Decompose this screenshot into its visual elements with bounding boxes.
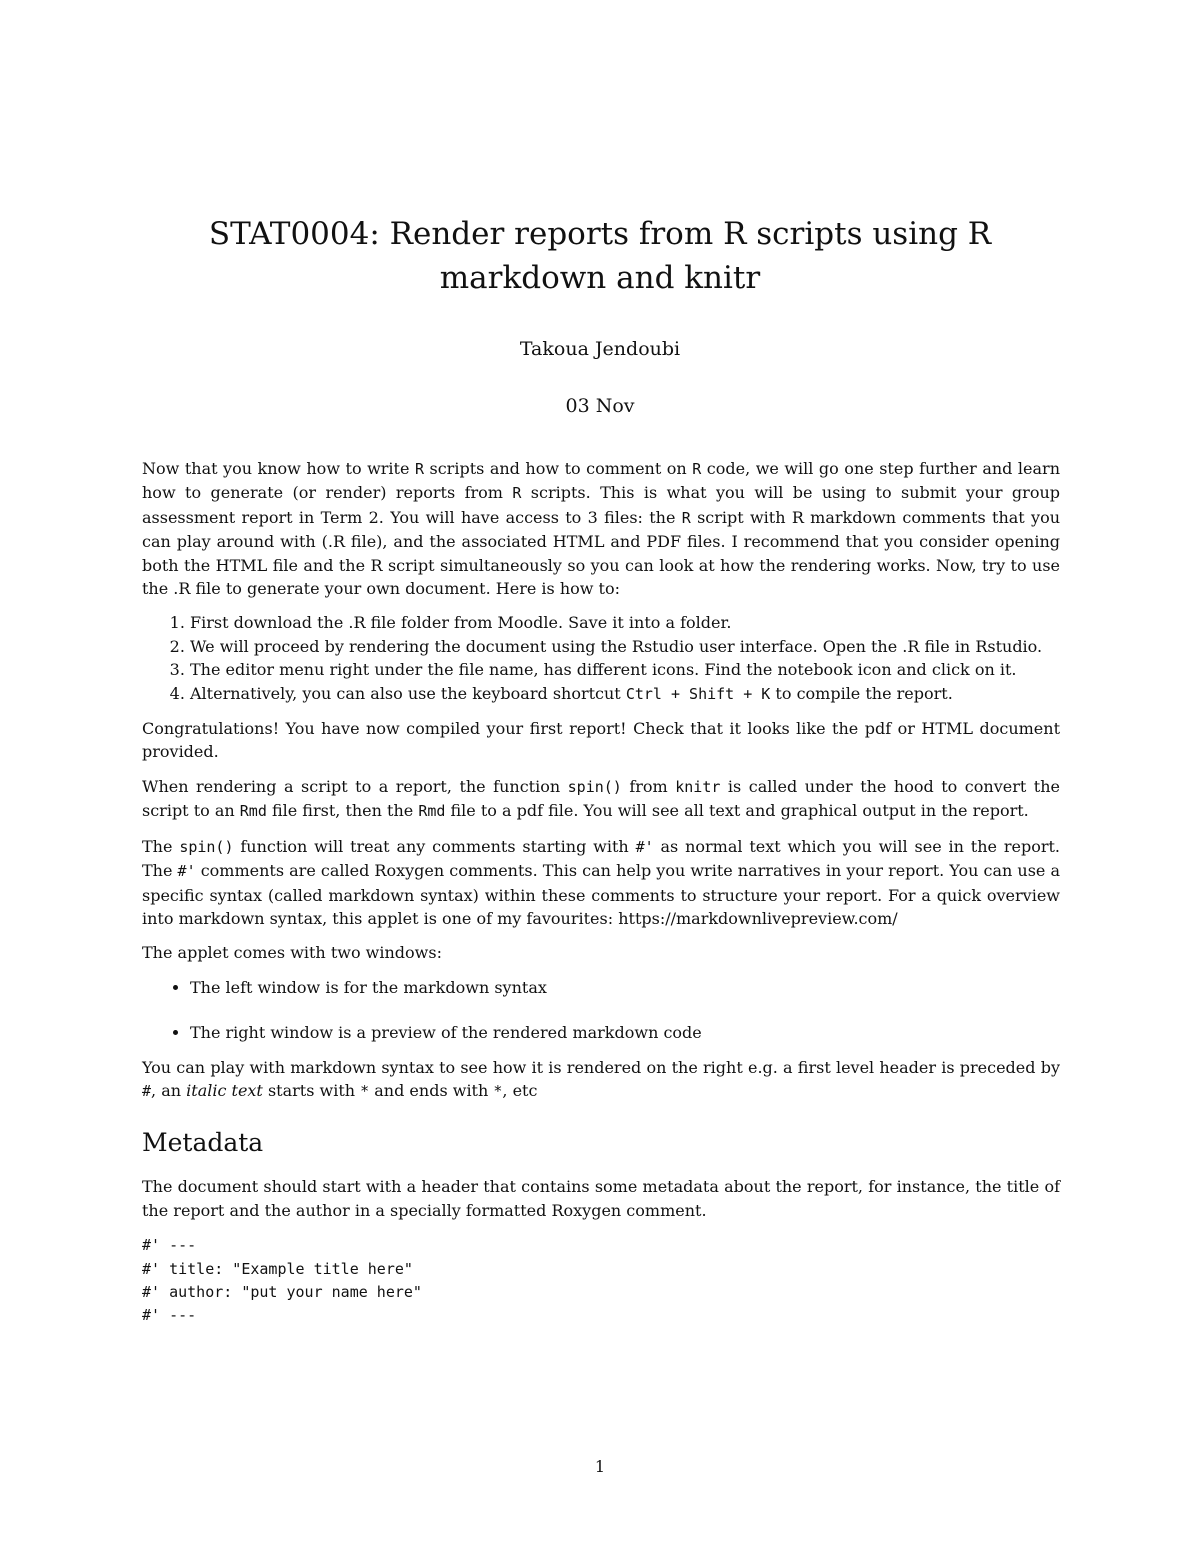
- list-item: 4. Alternatively, you can also use the keyboard shortcut Ctrl + Shift + K to compile the report.: [190, 682, 1060, 706]
- intro-paragraph: Now that you know how to write R scripts and how to comment on R code, we will go one step further and learn how to generate (or render) reports from R scripts. This is what you will be using to submit your group assessment report in Term 2. You will have access to 3 files: the R script with R markdown comments that you can play around with (.R file), and the associated HTML and PDF files. I recommend that you consider opening both the HTML file and the R script simultaneously so you can look at how the rendering works. Now, try to use the .R file to generate your own document. Here is how to:: [142, 459, 1061, 599]
- code-line: #' title: "Example title here": [142, 1259, 413, 1278]
- spin-paragraph: When rendering a script to a report, the function spin() from knitr is called under the hood to convert the script to an Rmd file first, then the Rmd file to a pdf file. You will see all text and graphical output in the report.: [142, 776, 1061, 821]
- list-item: • The right window is a preview of the rendered markdown code: [190, 1021, 1060, 1044]
- metadata-code-block: [142, 1234, 1060, 1328]
- congrats-paragraph: Congratulations! You have now compiled your first report! Check that it looks like the pdf or HTML document provided.: [142, 719, 1060, 762]
- document-body: [142, 457, 1060, 1328]
- list-item: 3. The editor menu right under the file name, has different icons. Find the notebook icon and click on it.: [190, 658, 1060, 681]
- code-line: #' ---: [142, 1236, 197, 1255]
- list-item: 2. We will proceed by rendering the document using the Rstudio user interface. Open the .R file in Rstudio.: [190, 635, 1060, 658]
- code-line: #' ---: [142, 1306, 197, 1325]
- roxygen-paragraph: The spin() function will treat any comments starting with #' as normal text which you will see in the report. The #' comments are called Roxygen comments. This can help you write narratives in your report. You can use a specific syntax (called markdown syntax) within these comments to structure your report. For a quick overview into markdown syntax, this applet is one of my favourites: https://markdownlivepreview.com/: [142, 836, 1061, 928]
- section-heading-metadata: Metadata: [142, 1128, 264, 1158]
- applet-intro: The applet comes with two windows:: [142, 943, 442, 963]
- code-line: #' author: "put your name here": [142, 1282, 422, 1301]
- list-item: 1. First download the .R file folder from Moodle. Save it into a folder.: [190, 611, 1060, 634]
- steps-list: [142, 611, 1060, 706]
- page-number: 1: [594, 1457, 606, 1476]
- metadata-paragraph: The document should start with a header that contains some metadata about the report, for instance, the title of the report and the author in a specially formatted Roxygen comment.: [142, 1177, 1060, 1220]
- document-author: Takoua Jendoubi: [519, 338, 681, 360]
- document-date: 03 Nov: [565, 395, 635, 417]
- markdown-paragraph: You can play with markdown syntax to see how it is rendered on the right e.g. a first level header is preceded by #, an italic text starts with * and ends with *, etc: [142, 1057, 1060, 1100]
- applet-windows-list: [142, 976, 1060, 1045]
- list-item: • The left window is for the markdown syntax: [190, 976, 1060, 999]
- document-title: STAT0004: Render reports from R scripts using R markdown and knitr: [208, 216, 992, 296]
